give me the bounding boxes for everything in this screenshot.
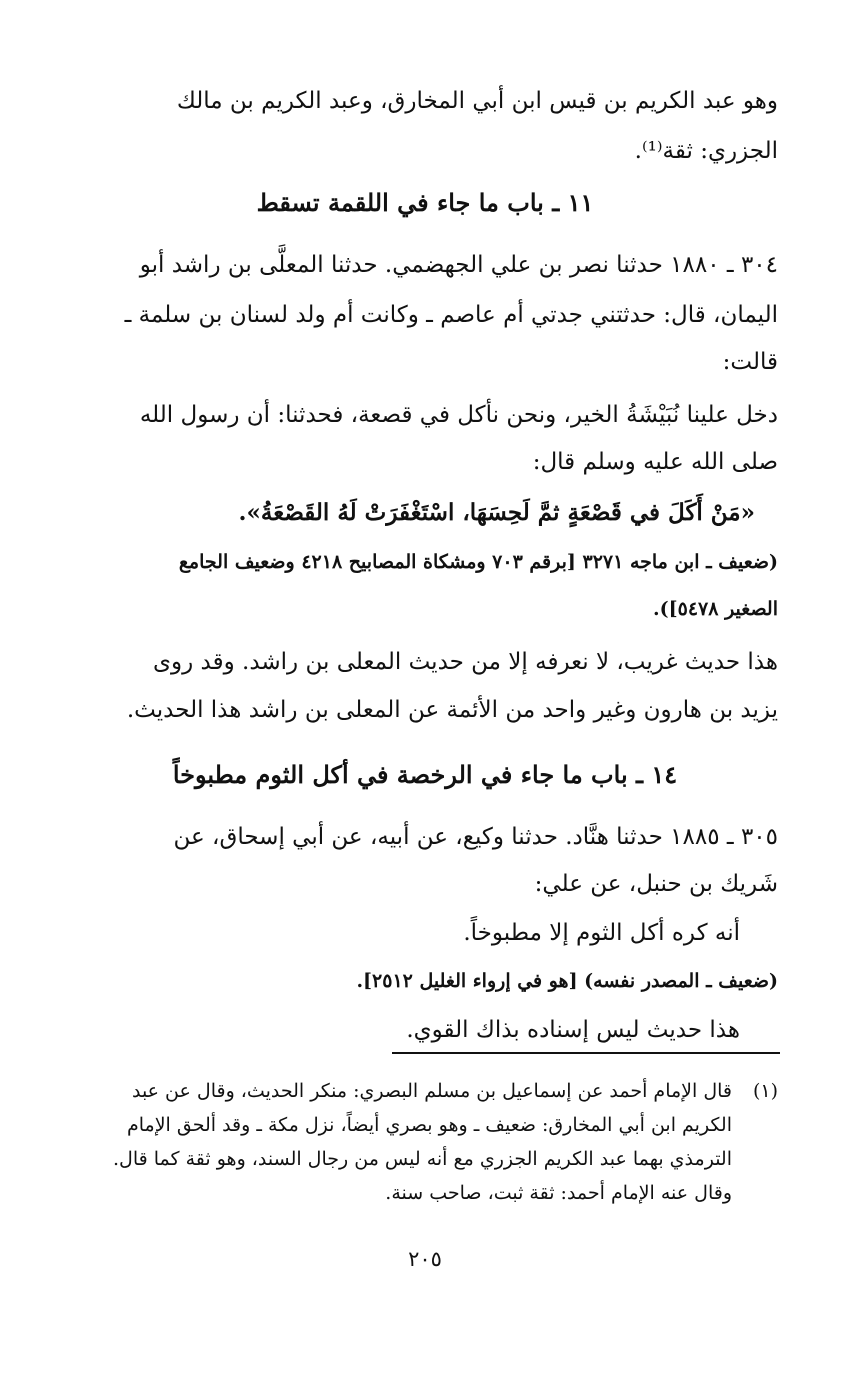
grading-note: الصغير ٥٤٧٨]). (653, 598, 778, 620)
text-line: قالت: (722, 349, 778, 375)
text-line: صلى الله عليه وسلم قال: (532, 449, 778, 475)
text-line: يزيد بن هارون وغير واحد من الأئمة عن المعلى بن راشد هذا الحديث. (126, 697, 778, 723)
section-heading-14: ١٤ ـ باب ما جاء في الرخصة في أكل الثوم مطبوخاً (172, 760, 678, 789)
section-heading-11: ١١ ـ باب ما جاء في اللقمة تسقط (256, 188, 594, 217)
text-line: دخل علينا نُبَيْشَةُ الخير، ونحن نأكل في قصعة، فحدثنا: أن رسول الله (139, 402, 778, 428)
footnote-line: الكريم ابن أبي المخارق: ضعيف ـ وهو بصري أيضاً، نزل مكة ـ وقد ألحق الإمام (126, 1114, 732, 1136)
hadith-quote: «مَنْ أَكَلَ في قَصْعَةٍ ثمَّ لَحِسَهَا، اسْتَغْفَرَتْ لَهُ القَصْعَةُ». (238, 499, 755, 526)
footnote-separator (392, 1052, 780, 1054)
page-number: ٢٠٥ (408, 1247, 442, 1271)
footnote-line: وقال عنه الإمام أحمد: ثقة ثبت، صاحب سنة. (385, 1182, 732, 1204)
hadith-304-line: ٣٠٤ ـ ١٨٨٠ حدثنا نصر بن علي الجهضمي. حدثنا المعلَّى بن راشد أبو (139, 252, 778, 278)
text-line: وهو عبد الكريم بن قيس ابن أبي المخارق، وعبد الكريم بن مالك (176, 88, 778, 114)
footnote-marker: (١) (752, 1080, 778, 1102)
text-line: اليمان، قال: حدثتني جدتي أم عاصم ـ وكانت أم ولد لسنان بن سلمة ـ (124, 302, 778, 328)
footnote-line: قال الإمام أحمد عن إسماعيل بن مسلم البصري: منكر الحديث، وقال عن عبد (131, 1080, 732, 1102)
grading-note: (ضعيف ـ ابن ماجه ٣٢٧١ [برقم ٧٠٣ ومشكاة المصابيح ٤٢١٨ وضعيف الجامع (178, 551, 778, 573)
grading-note: (ضعيف ـ المصدر نفسه) [هو في إرواء الغليل ٢٥١٢]. (356, 970, 778, 992)
text-line: الجزري: ثقة⁽¹⁾. (634, 138, 778, 164)
hadith-305-line: ٣٠٥ ـ ١٨٨٥ حدثنا هنَّاد. حدثنا وكيع، عن أبيه، عن أبي إسحاق، عن (173, 824, 778, 850)
text-line: هذا حديث غريب، لا نعرفه إلا من حديث المعلى بن راشد. وقد روى (153, 649, 778, 675)
text-line: هذا حديث ليس إسناده بذاك القوي. (406, 1017, 740, 1043)
text-line: شَريك بن حنبل، عن علي: (534, 871, 778, 897)
footnote-line: الترمذي بهما عبد الكريم الجزري مع أنه ليس من رجال السند، وهو ثقة كما قال. (113, 1148, 732, 1170)
text-line: أنه كره أكل الثوم إلا مطبوخاً. (463, 920, 740, 946)
